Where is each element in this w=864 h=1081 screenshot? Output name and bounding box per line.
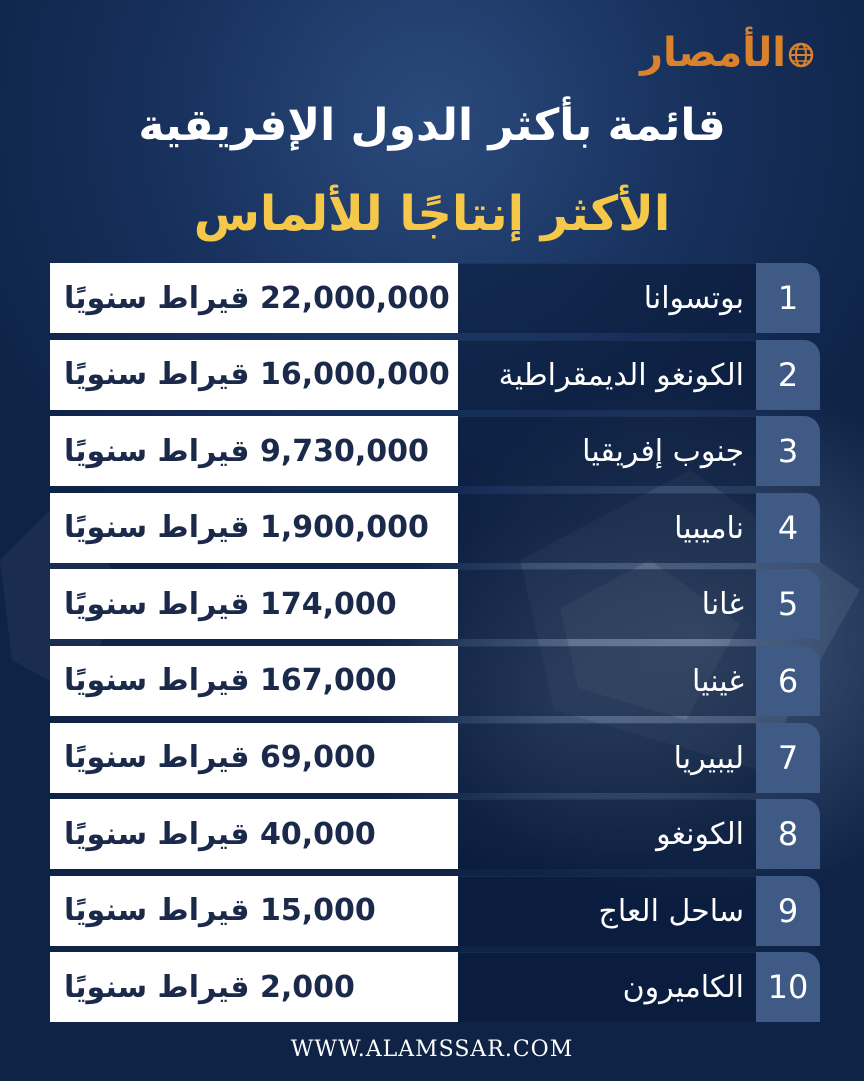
country-name: الكونغو	[656, 817, 744, 853]
rank-cell	[756, 493, 820, 563]
logo-text: الأمصار	[640, 30, 786, 76]
production-value-cell	[50, 723, 458, 793]
production-value: 22,000,000 قيراط سنويًا	[64, 280, 450, 316]
country-name: الكاميرون	[622, 970, 744, 1006]
rank-number: 8	[777, 815, 799, 854]
table-row	[50, 799, 820, 869]
country-cell	[458, 340, 756, 410]
production-value-cell	[50, 340, 458, 410]
table-row	[50, 952, 820, 1022]
production-value: 167,000 قيراط سنويًا	[64, 663, 397, 699]
ranking-table	[50, 263, 820, 1029]
production-value: 15,000 قيراط سنويًا	[64, 893, 376, 929]
rank-cell	[756, 876, 820, 946]
table-row	[50, 263, 820, 333]
website-url[interactable]: WWW.ALAMSSAR.COM	[290, 1037, 574, 1062]
production-value-cell	[50, 646, 458, 716]
country-name: بوتسوانا	[643, 281, 744, 316]
country-name: ليبيريا	[673, 740, 744, 776]
country-cell	[458, 952, 756, 1022]
rank-number: 9	[777, 891, 799, 930]
rank-cell	[756, 952, 820, 1022]
table-row	[50, 493, 820, 563]
brand-logo[interactable]	[640, 30, 816, 76]
production-value: 69,000 قيراط سنويًا	[64, 740, 376, 776]
globe-icon	[788, 42, 814, 68]
rank-cell	[756, 646, 820, 716]
country-cell	[458, 876, 756, 946]
rank-number: 6	[777, 661, 799, 700]
country-name: غانا	[701, 587, 744, 623]
production-value-cell	[50, 952, 458, 1022]
production-value-cell	[50, 876, 458, 946]
country-cell	[458, 416, 756, 486]
country-name: ناميبيا	[674, 510, 744, 546]
rank-cell	[756, 340, 820, 410]
table-row	[50, 723, 820, 793]
rank-number: 1	[777, 279, 799, 317]
country-cell	[458, 799, 756, 869]
table-row	[50, 876, 820, 946]
country-cell	[458, 263, 756, 333]
country-name: غينيا	[692, 663, 744, 699]
rank-number: 2	[777, 355, 799, 394]
production-value-cell	[50, 569, 458, 639]
country-cell	[458, 569, 756, 639]
table-row	[50, 340, 820, 410]
production-value-cell	[50, 263, 458, 333]
rank-number: 7	[777, 738, 799, 777]
table-row	[50, 646, 820, 716]
table-row	[50, 416, 820, 486]
production-value: 1,900,000 قيراط سنويًا	[64, 510, 429, 546]
page-subtitle: الأكثر إنتاجًا للألماس	[193, 186, 671, 242]
production-value: 16,000,000 قيراط سنويًا	[64, 357, 450, 393]
rank-cell	[756, 263, 820, 333]
production-value-cell	[50, 416, 458, 486]
production-value-cell	[50, 799, 458, 869]
rank-cell	[756, 799, 820, 869]
page-title: قائمة بأكثر الدول الإفريقية	[138, 100, 726, 151]
rank-number: 5	[777, 585, 799, 624]
production-value: 174,000 قيراط سنويًا	[64, 586, 397, 622]
table-row	[50, 569, 820, 639]
production-value-cell	[50, 493, 458, 563]
country-cell	[458, 646, 756, 716]
country-name: ساحل العاج	[598, 893, 744, 929]
rank-cell	[756, 416, 820, 486]
production-value: 2,000 قيراط سنويًا	[64, 969, 355, 1005]
country-name: جنوب إفريقيا	[582, 434, 744, 470]
rank-number: 4	[777, 508, 799, 547]
country-cell	[458, 723, 756, 793]
production-value: 40,000 قيراط سنويًا	[64, 816, 376, 852]
production-value: 9,730,000 قيراط سنويًا	[64, 433, 429, 469]
country-cell	[458, 493, 756, 563]
country-name: الكونغو الديمقراطية	[498, 357, 744, 393]
rank-cell	[756, 723, 820, 793]
rank-cell	[756, 569, 820, 639]
rank-number: 3	[777, 432, 799, 471]
rank-number: 10	[767, 968, 809, 1007]
